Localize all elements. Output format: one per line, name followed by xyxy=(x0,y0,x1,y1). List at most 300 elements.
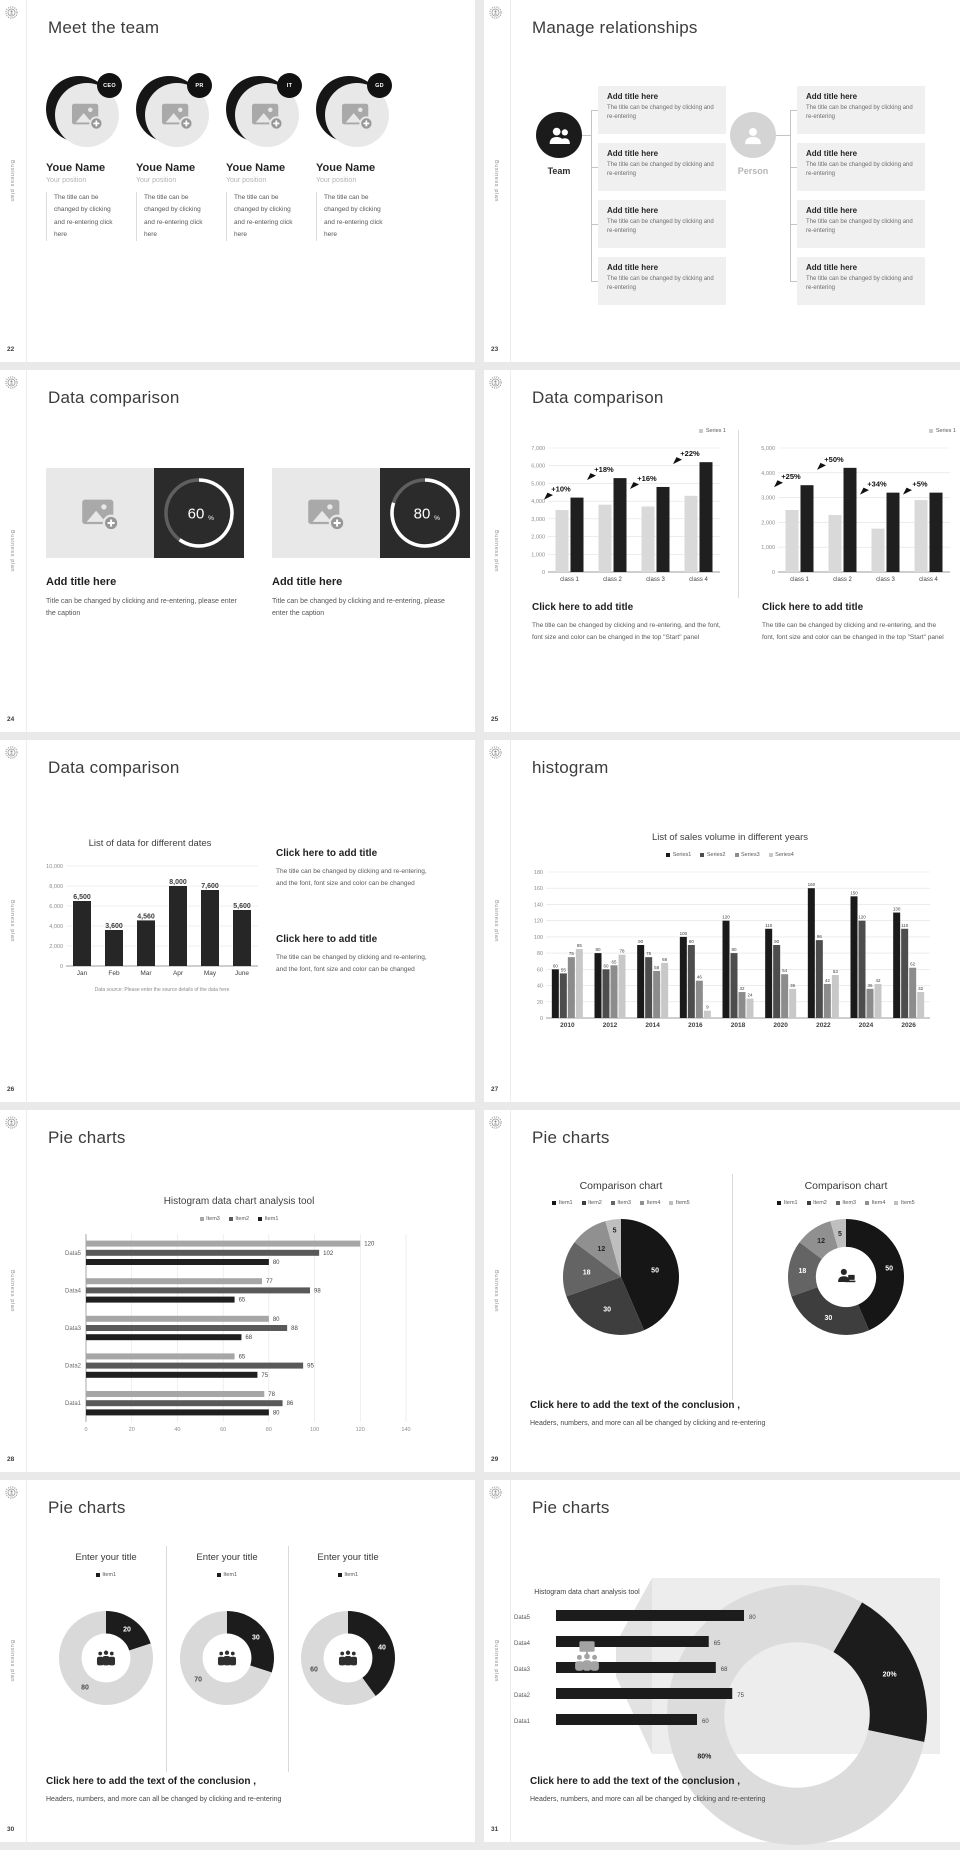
donut-gauge-80 xyxy=(388,476,462,550)
gear-badge-icon xyxy=(489,6,502,19)
block-body: The title can be changed by clicking and re-entering, and the font, font size and color can be changed in the top "Start" panel xyxy=(532,622,721,641)
block-title: Click here to add title xyxy=(276,934,378,945)
svg-text:+5%: +5% xyxy=(912,479,928,489)
slide-title: Pie charts xyxy=(48,1128,126,1147)
svg-text:+10%: +10% xyxy=(551,484,571,494)
svg-text:6,000: 6,000 xyxy=(49,904,63,910)
svg-text:78: 78 xyxy=(619,948,625,954)
member-description: The title can be changed by clicking and re-entering click here xyxy=(226,192,300,241)
org-box-body: The title can be changed by clicking and re-entering xyxy=(607,105,714,121)
gear-badge-icon xyxy=(489,376,502,389)
sidebar-vertical-label: Business plan xyxy=(9,1269,15,1313)
svg-text:110: 110 xyxy=(765,922,773,928)
slide-side-strip xyxy=(484,740,511,1102)
conclusion-title: Click here to add the text of the conclusion , xyxy=(530,1776,741,1787)
team-member xyxy=(226,76,310,241)
svg-text:4,560: 4,560 xyxy=(137,913,155,921)
svg-text:Mar: Mar xyxy=(140,970,152,977)
legend-item: Series1 xyxy=(666,852,691,858)
slide-title: Pie charts xyxy=(532,1128,610,1147)
svg-text:86: 86 xyxy=(286,1401,294,1408)
legend-item: Item4 xyxy=(640,1200,660,1206)
svg-text:62: 62 xyxy=(910,961,916,967)
connector-line xyxy=(776,135,790,136)
chart-legend xyxy=(46,1572,166,1578)
slide-title: Data comparison xyxy=(48,758,180,777)
slide-side-strip xyxy=(0,370,27,732)
image-placeholder-box xyxy=(272,468,380,558)
sidebar-vertical-label: Business plan xyxy=(493,899,499,943)
svg-text:80: 80 xyxy=(272,1260,280,1266)
svg-text:Data1: Data1 xyxy=(514,1719,531,1725)
org-box xyxy=(797,257,925,305)
grouped-bar-chart-left xyxy=(520,436,726,588)
svg-text:65: 65 xyxy=(611,959,617,965)
svg-text:+16%: +16% xyxy=(637,473,657,483)
svg-text:5,000: 5,000 xyxy=(531,481,545,488)
block-title: Click here to add title xyxy=(762,602,864,613)
svg-text:60: 60 xyxy=(552,963,558,969)
slide-29[interactable] xyxy=(484,1110,960,1472)
svg-text:46: 46 xyxy=(696,974,702,980)
legend-item: Item1 xyxy=(777,1200,797,1206)
svg-text:Feb: Feb xyxy=(108,970,120,977)
gear-badge-icon xyxy=(489,1116,502,1129)
connector-line xyxy=(591,224,598,225)
svg-text:3,000: 3,000 xyxy=(761,495,775,502)
org-box-title: Add title here xyxy=(607,263,659,272)
sidebar-vertical-label: Business plan xyxy=(9,159,15,203)
connector-line xyxy=(790,224,797,225)
org-box-body: The title can be changed by clicking and re-entering xyxy=(607,162,714,178)
svg-text:40: 40 xyxy=(174,1427,181,1433)
svg-text:2018: 2018 xyxy=(730,1022,746,1029)
svg-text:5: 5 xyxy=(612,1227,617,1235)
svg-text:+34%: +34% xyxy=(867,479,887,489)
org-box-title: Add title here xyxy=(607,92,659,101)
svg-text:Data source: Please enter the: Data source: Please enter the source details of the data here xyxy=(94,987,230,993)
svg-text:7,600: 7,600 xyxy=(201,883,219,890)
svg-text:0: 0 xyxy=(541,570,545,576)
divider-line xyxy=(732,1174,733,1400)
svg-text:18: 18 xyxy=(582,1269,591,1277)
svg-text:30: 30 xyxy=(824,1314,833,1322)
slide-26[interactable] xyxy=(0,740,475,1102)
gear-badge-icon xyxy=(5,1486,18,1499)
svg-text:class 3: class 3 xyxy=(646,577,665,583)
svg-text:class 2: class 2 xyxy=(833,577,852,583)
slide-30[interactable] xyxy=(0,1480,475,1842)
legend-item: Item4 xyxy=(865,1200,885,1206)
svg-text:May: May xyxy=(203,970,217,977)
svg-text:1,000: 1,000 xyxy=(531,552,545,559)
team-member xyxy=(46,76,130,241)
legend-item: Item5 xyxy=(894,1200,914,1206)
slide-31[interactable] xyxy=(484,1480,960,1842)
svg-text:2,000: 2,000 xyxy=(761,520,775,527)
legend-item: Item5 xyxy=(669,1200,689,1206)
svg-text:60: 60 xyxy=(187,505,205,523)
svg-text:120: 120 xyxy=(858,914,866,920)
role-badge: PR xyxy=(187,73,212,98)
svg-text:2010: 2010 xyxy=(560,1022,575,1029)
svg-text:150: 150 xyxy=(850,890,858,896)
slide-side-strip xyxy=(484,1110,511,1472)
chart-legend xyxy=(167,1572,287,1578)
svg-text:42: 42 xyxy=(824,977,830,983)
svg-text:class 1: class 1 xyxy=(560,577,579,583)
svg-text:80: 80 xyxy=(749,1615,756,1621)
chart-legend xyxy=(520,428,726,434)
svg-text:80: 80 xyxy=(272,1316,280,1323)
legend-item: Series 1 xyxy=(699,428,726,434)
chart-legend xyxy=(521,1200,721,1206)
svg-text:130: 130 xyxy=(892,906,901,912)
svg-text:2026: 2026 xyxy=(901,1022,916,1029)
svg-text:1,000: 1,000 xyxy=(761,545,775,552)
sidebar-vertical-label: Business plan xyxy=(9,899,15,943)
block-title: Click here to add title xyxy=(276,848,378,859)
conclusion-body: Headers, numbers, and more can all be changed by clicking and re-entering xyxy=(46,1796,282,1803)
org-box-body: The title can be changed by clicking and re-entering xyxy=(607,276,714,292)
svg-text:0: 0 xyxy=(84,1427,88,1433)
legend-item: Series4 xyxy=(769,852,794,858)
svg-text:3,000: 3,000 xyxy=(531,516,545,523)
connector-line xyxy=(790,167,797,168)
member-position: Your position xyxy=(46,177,87,184)
svg-text:160: 160 xyxy=(807,882,816,888)
svg-text:class 2: class 2 xyxy=(603,577,622,583)
org-box-body: The title can be changed by clicking and re-entering xyxy=(806,162,913,178)
member-description: The title can be changed by clicking and re-entering click here xyxy=(136,192,210,241)
legend-item: Series2 xyxy=(700,852,725,858)
org-box-body: The title can be changed by clicking and re-entering xyxy=(806,105,913,121)
svg-text:68: 68 xyxy=(662,956,668,962)
image-placeholder-icon xyxy=(340,100,374,130)
svg-text:36: 36 xyxy=(867,982,873,988)
org-box xyxy=(598,143,726,191)
org-box-title: Add title here xyxy=(607,149,659,158)
svg-text:20: 20 xyxy=(536,999,543,1006)
connector-line xyxy=(591,167,598,168)
gear-badge-icon xyxy=(5,376,18,389)
legend-item: Item1 xyxy=(217,1572,237,1578)
chart-subtitle: Comparison chart xyxy=(804,1180,888,1192)
org-box-body: The title can be changed by clicking and re-entering xyxy=(607,219,714,235)
svg-text:95: 95 xyxy=(307,1363,314,1370)
svg-text:8,000: 8,000 xyxy=(49,884,63,890)
person-label: Person xyxy=(737,166,769,176)
svg-text:140: 140 xyxy=(533,902,543,909)
svg-text:%: % xyxy=(434,515,440,522)
svg-text:List of sales volume in differ: List of sales volume in different years xyxy=(651,832,809,843)
org-box-title: Add title here xyxy=(806,206,858,215)
divider-line xyxy=(166,1546,167,1772)
member-name: Youe Name xyxy=(316,162,376,174)
svg-text:8,000: 8,000 xyxy=(169,879,187,886)
org-box-body: The title can be changed by clicking and re-entering xyxy=(806,276,913,292)
chart-legend xyxy=(746,1200,946,1206)
role-badge: CEO xyxy=(97,73,122,98)
slide-side-strip xyxy=(484,370,511,732)
donut-chart-20 xyxy=(58,1610,154,1706)
org-box-title: Add title here xyxy=(806,149,858,158)
svg-text:68: 68 xyxy=(245,1335,253,1342)
svg-text:32: 32 xyxy=(739,986,745,992)
slide-27[interactable] xyxy=(484,740,960,1102)
legend-item: Item3 xyxy=(200,1216,220,1222)
page-number: 25 xyxy=(491,716,499,723)
chart-legend xyxy=(288,1572,408,1578)
slide-28[interactable] xyxy=(0,1110,475,1472)
svg-text:4,000: 4,000 xyxy=(49,924,63,930)
svg-text:7,000: 7,000 xyxy=(531,446,545,452)
page-number: 28 xyxy=(7,1456,15,1463)
svg-text:140: 140 xyxy=(401,1427,411,1433)
slide-side-strip xyxy=(0,1480,27,1842)
svg-text:60: 60 xyxy=(536,967,543,974)
page-number: 26 xyxy=(7,1086,15,1093)
svg-text:Apr: Apr xyxy=(172,970,184,977)
block-body: The title can be changed by clicking and re-entering, and the font, font size and color can be changed xyxy=(276,868,427,887)
svg-text:0: 0 xyxy=(59,964,63,970)
slide-side-strip xyxy=(0,1110,27,1472)
divider-line xyxy=(738,430,739,598)
svg-text:80%: 80% xyxy=(697,1753,712,1761)
card-body: Title can be changed by clicking and re-entering, please enter the caption xyxy=(272,598,445,618)
image-placeholder-box xyxy=(46,468,154,558)
legend-item: Item3 xyxy=(836,1200,856,1206)
svg-text:30: 30 xyxy=(603,1306,612,1314)
svg-text:5: 5 xyxy=(838,1230,842,1238)
svg-text:4,000: 4,000 xyxy=(531,499,545,506)
svg-text:+18%: +18% xyxy=(594,465,614,475)
svg-text:class 4: class 4 xyxy=(919,577,938,583)
chart-subtitle: Enter your title xyxy=(196,1552,258,1563)
svg-text:Data4: Data4 xyxy=(514,1641,531,1647)
gauge-box xyxy=(380,468,470,558)
sidebar-vertical-label: Business plan xyxy=(9,529,15,573)
svg-text:30: 30 xyxy=(251,1634,260,1642)
page-number: 29 xyxy=(491,1456,499,1463)
slide-title: Pie charts xyxy=(48,1498,126,1517)
legend-item: Item1 xyxy=(96,1572,116,1578)
member-description: The title can be changed by clicking and re-entering click here xyxy=(316,192,390,241)
svg-text:Data5: Data5 xyxy=(514,1615,531,1621)
org-box-title: Add title here xyxy=(806,263,858,272)
gear-badge-icon xyxy=(489,746,502,759)
gear-badge-icon xyxy=(5,1116,18,1129)
svg-text:180: 180 xyxy=(533,870,543,876)
slide-side-strip xyxy=(0,0,27,362)
image-placeholder-icon xyxy=(250,100,284,130)
svg-text:80: 80 xyxy=(536,951,543,958)
svg-text:Histogram data chart analysis: Histogram data chart analysis tool xyxy=(163,1196,315,1207)
slide-24[interactable] xyxy=(0,370,475,732)
legend-item: Series 1 xyxy=(929,428,956,434)
svg-text:88: 88 xyxy=(291,1326,298,1332)
svg-text:6,000: 6,000 xyxy=(531,463,545,470)
role-badge: IT xyxy=(277,73,302,98)
page-number: 23 xyxy=(491,346,499,353)
slide-23[interactable] xyxy=(484,0,960,362)
team-label: Team xyxy=(547,166,571,176)
legend-item: Series3 xyxy=(735,852,760,858)
svg-text:10,000: 10,000 xyxy=(46,864,63,870)
svg-text:June: June xyxy=(234,970,250,977)
svg-text:75: 75 xyxy=(568,951,574,957)
legend-item: Item2 xyxy=(229,1216,249,1222)
svg-text:65: 65 xyxy=(238,1354,246,1361)
svg-text:80: 80 xyxy=(413,505,431,523)
svg-text:5,000: 5,000 xyxy=(761,446,775,452)
slide-side-strip xyxy=(484,0,511,362)
svg-text:Data4: Data4 xyxy=(64,1288,81,1295)
svg-text:77: 77 xyxy=(266,1279,273,1286)
slide-title: Manage relationships xyxy=(532,18,698,37)
legend-item: Item1 xyxy=(338,1572,358,1578)
svg-text:class 1: class 1 xyxy=(790,577,809,583)
svg-text:List of data for different dat: List of data for different dates xyxy=(88,838,212,849)
svg-text:96: 96 xyxy=(816,934,822,940)
svg-text:90: 90 xyxy=(688,939,694,944)
svg-text:102: 102 xyxy=(323,1250,334,1257)
block-body: The title can be changed by clicking and re-entering, and the font, font size and color can be changed xyxy=(276,954,427,973)
donut-chart xyxy=(787,1218,905,1336)
svg-text:Data5: Data5 xyxy=(64,1250,81,1257)
org-box-title: Add title here xyxy=(806,92,858,101)
svg-text:90: 90 xyxy=(638,939,644,944)
svg-text:20: 20 xyxy=(123,1626,131,1634)
connector-line xyxy=(790,110,791,281)
svg-text:+50%: +50% xyxy=(824,454,844,464)
gear-badge-icon xyxy=(489,1486,502,1499)
org-box xyxy=(797,86,925,134)
chart-subtitle: Comparison chart xyxy=(579,1180,663,1192)
legend-item: Item1 xyxy=(552,1200,572,1206)
connector-line xyxy=(790,110,797,111)
svg-text:60: 60 xyxy=(603,963,609,969)
slide-22[interactable] xyxy=(0,0,475,362)
svg-text:80: 80 xyxy=(595,947,601,953)
svg-text:68: 68 xyxy=(720,1667,728,1673)
slide-side-strip xyxy=(0,740,27,1102)
bar-chart-dates xyxy=(34,836,266,994)
org-box xyxy=(598,200,726,248)
svg-text:2024: 2024 xyxy=(858,1022,874,1029)
svg-text:120: 120 xyxy=(364,1241,375,1248)
svg-text:20%: 20% xyxy=(882,1671,897,1679)
svg-text:100: 100 xyxy=(533,934,543,941)
conclusion-title: Click here to add the text of the conclusion , xyxy=(530,1400,741,1411)
slide-25[interactable] xyxy=(484,370,960,732)
member-position: Your position xyxy=(316,177,357,184)
svg-text:85: 85 xyxy=(576,943,582,949)
svg-text:80: 80 xyxy=(81,1684,89,1692)
member-name: Youe Name xyxy=(46,162,106,174)
svg-text:2016: 2016 xyxy=(688,1022,703,1029)
svg-text:120: 120 xyxy=(355,1427,365,1433)
slide-title: Data comparison xyxy=(48,388,180,407)
svg-text:12: 12 xyxy=(817,1238,825,1246)
svg-text:3,600: 3,600 xyxy=(105,923,123,930)
connector-line xyxy=(790,281,797,282)
org-box xyxy=(598,86,726,134)
gear-badge-icon xyxy=(5,6,18,19)
svg-text:4,000: 4,000 xyxy=(761,470,775,477)
card-title: Add title here xyxy=(272,576,343,588)
svg-text:2,000: 2,000 xyxy=(49,944,63,950)
grouped-bar-chart-right xyxy=(750,436,956,588)
image-placeholder-icon xyxy=(306,495,346,531)
svg-text:2022: 2022 xyxy=(816,1022,831,1029)
svg-text:6,500: 6,500 xyxy=(73,894,91,901)
page-number: 24 xyxy=(7,716,15,723)
team-member xyxy=(136,76,220,241)
svg-text:100: 100 xyxy=(309,1427,320,1433)
svg-text:Data2: Data2 xyxy=(64,1363,81,1370)
svg-text:90: 90 xyxy=(774,939,780,944)
divider-line xyxy=(288,1546,289,1772)
svg-text:36: 36 xyxy=(790,982,796,988)
svg-text:9: 9 xyxy=(706,1004,709,1010)
svg-text:2,000: 2,000 xyxy=(531,534,545,541)
legend-item: Item2 xyxy=(582,1200,602,1206)
team-icon xyxy=(536,112,582,158)
conclusion-body: Headers, numbers, and more can all be changed by clicking and re-entering xyxy=(530,1420,766,1427)
member-name: Youe Name xyxy=(226,162,286,174)
member-description: The title can be changed by clicking and re-entering click here xyxy=(46,192,120,241)
svg-text:75: 75 xyxy=(646,951,652,957)
sidebar-vertical-label: Business plan xyxy=(9,1639,15,1683)
svg-text:40: 40 xyxy=(378,1644,386,1652)
svg-text:65: 65 xyxy=(713,1641,721,1647)
block-body: The title can be changed by clicking and re-entering, and the font, font size and color can be changed in the top "Start" panel xyxy=(762,622,944,641)
svg-text:Data3: Data3 xyxy=(64,1326,81,1332)
connector-line xyxy=(591,110,598,111)
svg-text:120: 120 xyxy=(533,918,543,925)
svg-text:50: 50 xyxy=(651,1267,659,1275)
conclusion-title: Click here to add the text of the conclusion , xyxy=(46,1776,257,1787)
svg-text:54: 54 xyxy=(782,968,788,974)
slide-side-strip xyxy=(484,1480,511,1842)
svg-text:2014: 2014 xyxy=(645,1022,660,1029)
card-body: Title can be changed by clicking and re-entering, please enter the caption xyxy=(46,598,237,618)
svg-text:55: 55 xyxy=(560,967,566,973)
svg-text:Jan: Jan xyxy=(76,970,88,977)
svg-text:Data1: Data1 xyxy=(64,1401,81,1408)
donut-chart-40 xyxy=(300,1610,396,1706)
page-number: 31 xyxy=(491,1826,499,1833)
pie-chart xyxy=(562,1218,680,1336)
svg-text:60: 60 xyxy=(702,1719,709,1725)
gauge-box xyxy=(154,468,244,558)
slide-title: Pie charts xyxy=(532,1498,610,1517)
svg-text:53: 53 xyxy=(832,969,838,975)
gear-badge-icon xyxy=(5,746,18,759)
org-box xyxy=(598,257,726,305)
svg-text:80: 80 xyxy=(731,947,737,953)
org-box-title: Add title here xyxy=(607,206,659,215)
chart-legend xyxy=(750,428,956,434)
legend-item: Item2 xyxy=(807,1200,827,1206)
role-badge: GD xyxy=(367,73,392,98)
sidebar-vertical-label: Business plan xyxy=(493,1269,499,1313)
chart-subtitle: Enter your title xyxy=(317,1552,379,1563)
legend-item: Item3 xyxy=(611,1200,631,1206)
svg-text:class 3: class 3 xyxy=(876,577,895,583)
svg-text:5,600: 5,600 xyxy=(233,903,251,910)
